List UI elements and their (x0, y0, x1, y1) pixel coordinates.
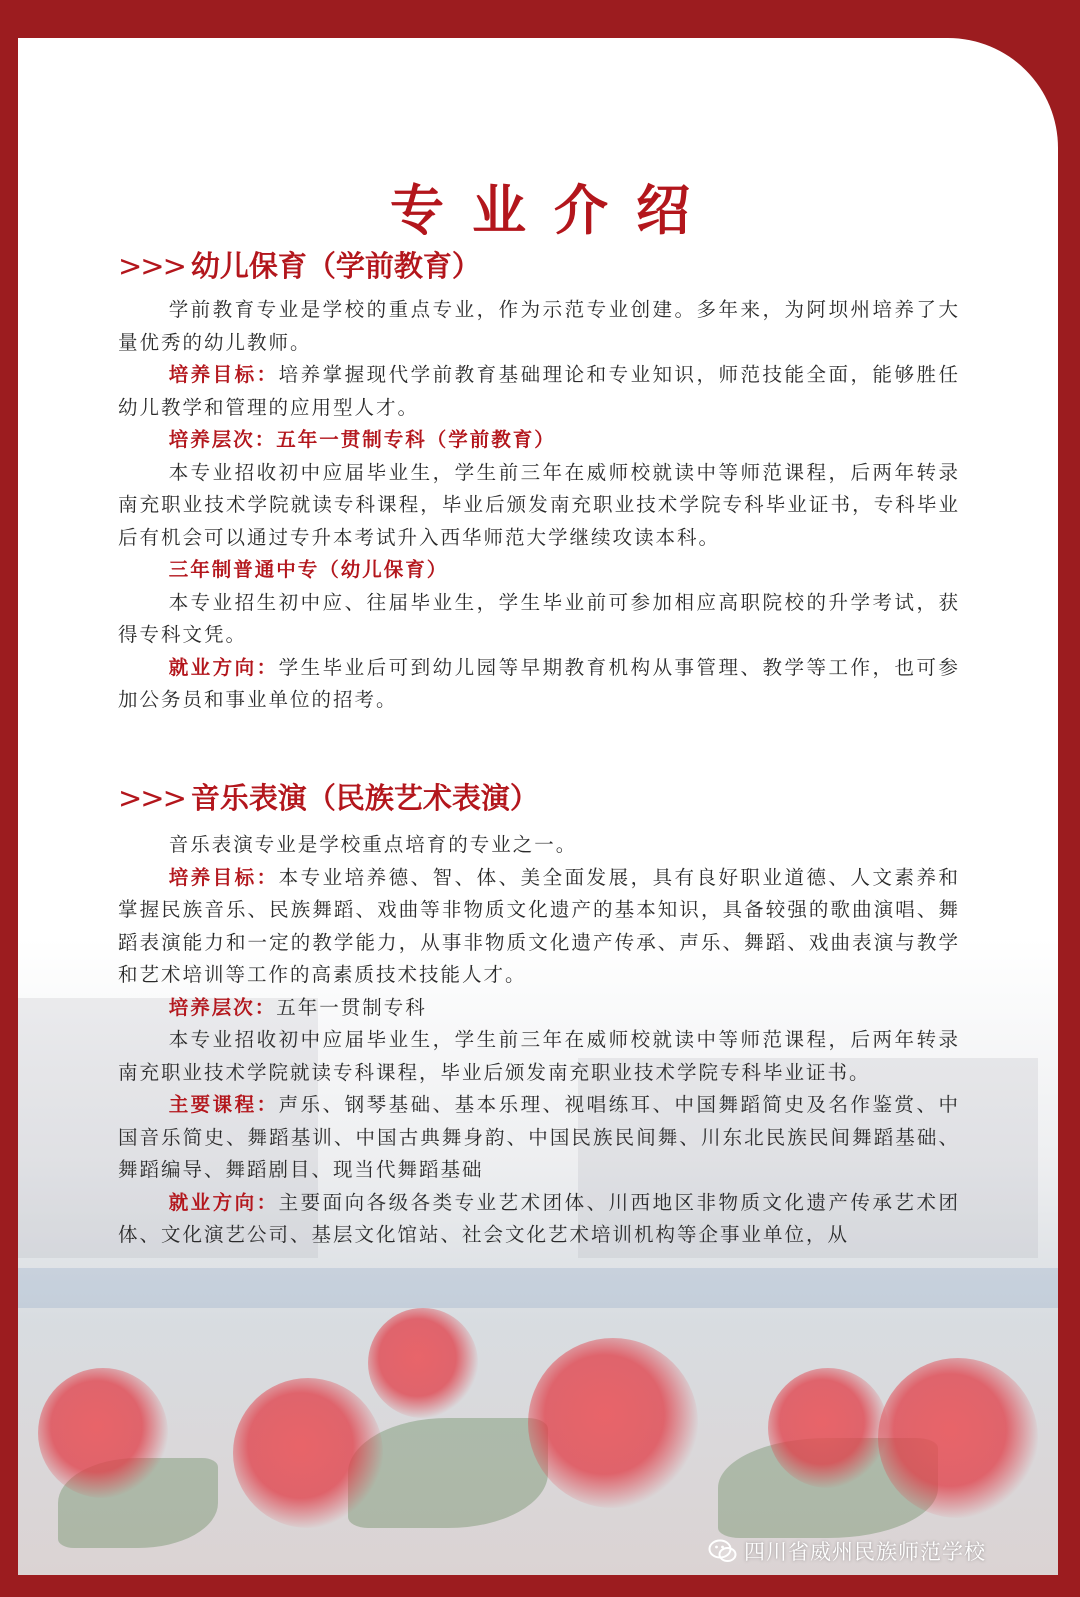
goal-label: 培养目标： (168, 865, 279, 889)
red-flower (768, 1368, 888, 1488)
section1-level-label: 培养层次：五年一贯制专科（学前教育） (168, 428, 556, 451)
wechat-icon (708, 1538, 738, 1564)
goal-text: 培养掌握现代学前教育基础理论和专业知识，师范技能全面，能够胜任幼儿教学和管理的应用型人才。 (118, 363, 960, 419)
section-title: 幼儿保育（学前教育） (190, 249, 481, 283)
red-flower (528, 1338, 698, 1508)
red-flower (368, 1308, 478, 1418)
career-label: 就业方向： (168, 655, 279, 679)
court-area (18, 1268, 1058, 1308)
chevron-right-icon: >>> (118, 249, 185, 283)
section-title: 音乐表演（民族艺术表演） (190, 781, 539, 815)
section2-level (118, 992, 960, 1025)
goal-label: 培养目标： (168, 363, 279, 386)
section1-intro: 学前教育专业是学校的重点专业，作为示范专业创建。多年来，为阿坝州培养了大量优秀的幼儿教师。 (118, 298, 960, 354)
section2-career (118, 1187, 960, 1252)
section2-level-text: 本专业招收初中应届毕业生，学生前三年在威师校就读中等师范课程，后两年转录南充职业技术学院就读专科课程，毕业后颁发南充职业技术学院专科毕业证书。 (118, 1028, 960, 1084)
section1-career (118, 652, 960, 717)
red-flower (233, 1378, 383, 1528)
section-heading-music (118, 776, 539, 817)
courses-text: 声乐、钢琴基础、基本乐理、视唱练耳、中国舞蹈简史及名作鉴赏、中国音乐简史、舞蹈基训、中国古典舞身韵、中国民族民间舞、川东北民族民间舞蹈基础、舞蹈编导、舞蹈剧目、现当代舞蹈基础 (118, 1093, 960, 1181)
level-value: 五年一贯制专科 (276, 995, 427, 1019)
wechat-watermark (708, 1536, 986, 1566)
career-text: 主要面向各级各类专业艺术团体、川西地区非物质文化遗产传承艺术团体、文化演艺公司、基层文化馆站、社会文化艺术培训机构等企事业单位，从 (118, 1190, 960, 1246)
courses-label: 主要课程： (168, 1093, 279, 1116)
section1-secondary-label: 三年制普通中专（幼儿保育） (168, 558, 449, 581)
red-flower (878, 1358, 1038, 1518)
section2-intro: 音乐表演专业是学校重点培育的专业之一。 (168, 833, 578, 856)
section2-goal (118, 862, 960, 992)
goal-text: 本专业培养德、智、体、美全面发展，具有良好职业道德、人文素养和掌握民族音乐、民族舞蹈、戏曲等非物质文化遗产的基本知识，具备较强的歌曲演唱、舞蹈表演能力和一定的教学能力，从事非物质文化遗产传承、声乐、舞蹈、戏曲表演与教学和艺术培训等工作的高素质技术技能人才。 (118, 865, 960, 986)
level-label: 培养层次： (168, 995, 277, 1019)
section2-courses (118, 1089, 960, 1187)
chevron-right-icon: >>> (118, 781, 185, 815)
section1-body (118, 294, 960, 717)
red-flower (38, 1368, 168, 1498)
career-label: 就业方向： (168, 1190, 279, 1214)
section1-goal (118, 359, 960, 424)
career-text: 学生毕业后可到幼儿园等早期教育机构从事管理、教学等工作，也可参加公务员和事业单位的招考。 (118, 655, 960, 711)
watermark-text: 四川省威州民族师范学校 (744, 1540, 986, 1564)
section-heading-early-childhood (118, 244, 481, 285)
section1-level-text: 本专业招收初中应届毕业生，学生前三年在威师校就读中等师范课程，后两年转录南充职业技术学院就读专科课程，毕业后颁发南充职业技术学院专科毕业证书，专科毕业后有机会可以通过专升本考试升入西华师范大学继续攻读本科。 (118, 460, 960, 549)
page-title: 专业介绍 (390, 179, 718, 242)
section1-secondary-text: 本专业招生初中应、往届毕业生，学生毕业前可参加相应高职院校的升学考试，获得专科文凭。 (118, 590, 960, 646)
section2-body (118, 829, 960, 1252)
